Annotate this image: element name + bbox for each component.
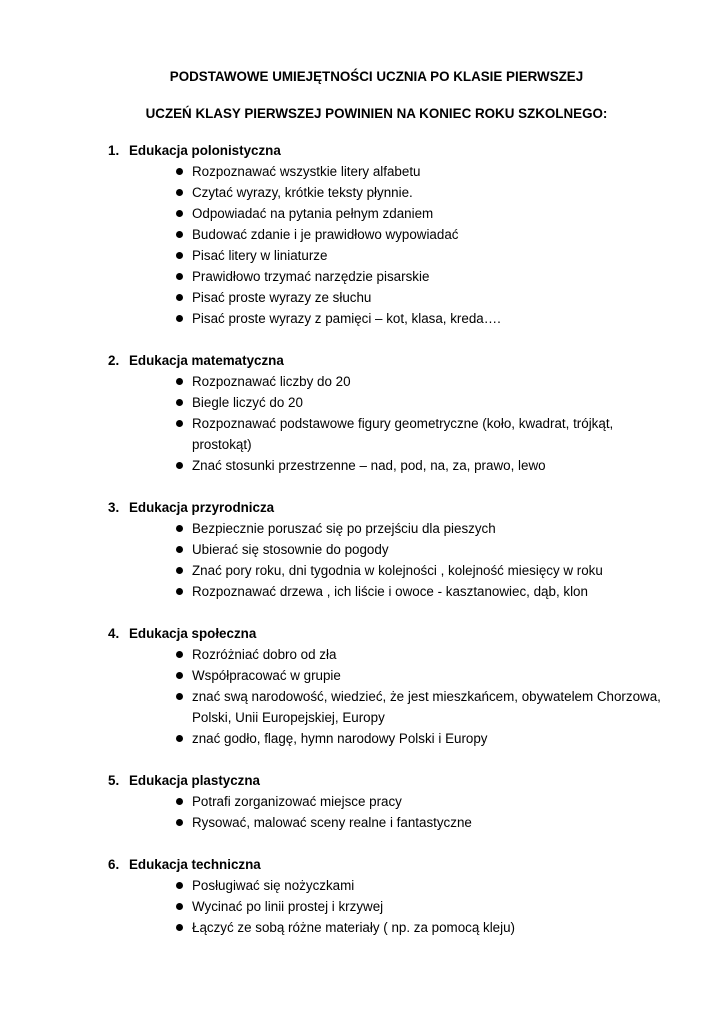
section-number: 1. [108, 143, 120, 158]
section-heading [108, 140, 685, 161]
list-item [172, 896, 685, 917]
list-item-text: Wycinać po linii prostej i krzywej [192, 899, 384, 914]
list-item [172, 917, 685, 938]
list-item [172, 560, 685, 581]
section-przyrodnicza [108, 497, 685, 602]
section-number: 6. [108, 857, 120, 872]
list-item [172, 245, 685, 266]
bullet-icon [172, 245, 192, 266]
bullet-icon [172, 413, 192, 434]
list-item [172, 224, 685, 245]
list-item [172, 791, 685, 812]
sections-list [108, 140, 685, 938]
list-item-text: Posługiwać się nożyczkami [192, 878, 355, 893]
section-techniczna [108, 854, 685, 938]
list-item-text: Łączyć ze sobą różne materiały ( np. za pomocą kleju) [192, 920, 516, 935]
document-title: PODSTAWOWE UMIEJĘTNOŚCI UCZNIA PO KLASIE PIERWSZEJ [169, 69, 584, 84]
section-items [108, 791, 685, 833]
bullet-icon [172, 560, 192, 581]
list-item-text: Bezpiecznie poruszać się po przejściu dla pieszych [192, 521, 496, 536]
section-heading [108, 854, 685, 875]
list-item [172, 581, 685, 602]
section-heading [108, 497, 685, 518]
list-item [172, 287, 685, 308]
section-heading [108, 770, 685, 791]
list-item [172, 518, 685, 539]
section-spoleczna [108, 623, 685, 749]
list-item [172, 875, 685, 896]
list-item-text: Rozpoznawać wszystkie litery alfabetu [192, 164, 421, 179]
list-item-text: Potrafi zorganizować miejsce pracy [192, 794, 402, 809]
list-item [172, 665, 685, 686]
list-item [172, 686, 685, 728]
list-item [172, 161, 685, 182]
list-item-text: Rozróżniać dobro od zła [192, 647, 337, 662]
bullet-icon [172, 581, 192, 602]
list-item [172, 371, 685, 392]
bullet-icon [172, 392, 192, 413]
bullet-icon [172, 644, 192, 665]
bullet-icon [172, 161, 192, 182]
list-item [172, 728, 685, 749]
document-subtitle: UCZEŃ KLASY PIERWSZEJ POWINIEN NA KONIEC ROKU SZKOLNEGO: [145, 106, 608, 121]
section-heading [108, 623, 685, 644]
list-item-text: Rozpoznawać podstawowe figury geometryczne (koło, kwadrat, trójkąt, prostokąt) [192, 416, 614, 452]
section-items [108, 518, 685, 602]
list-item-text: Budować zdanie i je prawidłowo wypowiadać [192, 227, 459, 242]
section-items [108, 644, 685, 749]
section-title: Edukacja techniczna [129, 857, 261, 872]
bullet-icon [172, 182, 192, 203]
section-title: Edukacja polonistyczna [129, 143, 281, 158]
bullet-icon [172, 812, 192, 833]
bullet-icon [172, 518, 192, 539]
list-item [172, 812, 685, 833]
list-item-text: Pisać litery w liniaturze [192, 248, 328, 263]
section-items [108, 371, 685, 476]
list-item [172, 539, 685, 560]
list-item [172, 266, 685, 287]
bullet-icon [172, 917, 192, 938]
list-item-text: Czytać wyrazy, krótkie teksty płynnie. [192, 185, 413, 200]
section-title: Edukacja przyrodnicza [129, 500, 275, 515]
section-matematyczna [108, 350, 685, 476]
list-item-text: Biegle liczyć do 20 [192, 395, 303, 410]
section-title: Edukacja plastyczna [129, 773, 260, 788]
list-item-text: znać swą narodowość, wiedzieć, że jest mieszkańcem, obywatelem Chorzowa, Polski, Unii Europejskiej, Europy [192, 689, 661, 725]
list-item-text: Rozpoznawać liczby do 20 [192, 374, 351, 389]
bullet-icon [172, 539, 192, 560]
list-item-text: Pisać proste wyrazy z pamięci – kot, klasa, kreda…. [192, 311, 501, 326]
list-item-text: Rozpoznawać drzewa , ich liście i owoce - kasztanowiec, dąb, klon [192, 584, 588, 599]
list-item-text: Znać pory roku, dni tygodnia w kolejności , kolejność miesięcy w roku [192, 563, 603, 578]
section-number: 2. [108, 353, 120, 368]
bullet-icon [172, 224, 192, 245]
section-heading [108, 350, 685, 371]
section-number: 3. [108, 500, 120, 515]
section-title: Edukacja matematyczna [129, 353, 284, 368]
list-item-text: Pisać proste wyrazy ze słuchu [192, 290, 372, 305]
bullet-icon [172, 266, 192, 287]
bullet-icon [172, 686, 192, 707]
list-item [172, 182, 685, 203]
section-items [108, 161, 685, 329]
section-polonistyczna [108, 140, 685, 329]
bullet-icon [172, 665, 192, 686]
bullet-icon [172, 896, 192, 917]
bullet-icon [172, 875, 192, 896]
bullet-icon [172, 371, 192, 392]
list-item-text: Prawidłowo trzymać narzędzie pisarskie [192, 269, 430, 284]
section-items [108, 875, 685, 938]
list-item-text: Współpracować w grupie [192, 668, 341, 683]
list-item [172, 644, 685, 665]
section-title: Edukacja społeczna [129, 626, 257, 641]
bullet-icon [172, 308, 192, 329]
list-item [172, 308, 685, 329]
list-item [172, 455, 685, 476]
list-item-text: Odpowiadać na pytania pełnym zdaniem [192, 206, 434, 221]
list-item-text: Znać stosunki przestrzenne – nad, pod, na, za, prawo, lewo [192, 458, 546, 473]
bullet-icon [172, 791, 192, 812]
bullet-icon [172, 287, 192, 308]
bullet-icon [172, 203, 192, 224]
list-item-text: Ubierać się stosownie do pogody [192, 542, 389, 557]
section-number: 5. [108, 773, 120, 788]
list-item-text: Rysować, malować sceny realne i fantastyczne [192, 815, 472, 830]
list-item [172, 413, 685, 455]
section-plastyczna [108, 770, 685, 833]
bullet-icon [172, 455, 192, 476]
list-item [172, 203, 685, 224]
list-item [172, 392, 685, 413]
section-number: 4. [108, 626, 120, 641]
list-item-text: znać godło, flagę, hymn narodowy Polski i Europy [192, 731, 488, 746]
bullet-icon [172, 728, 192, 749]
